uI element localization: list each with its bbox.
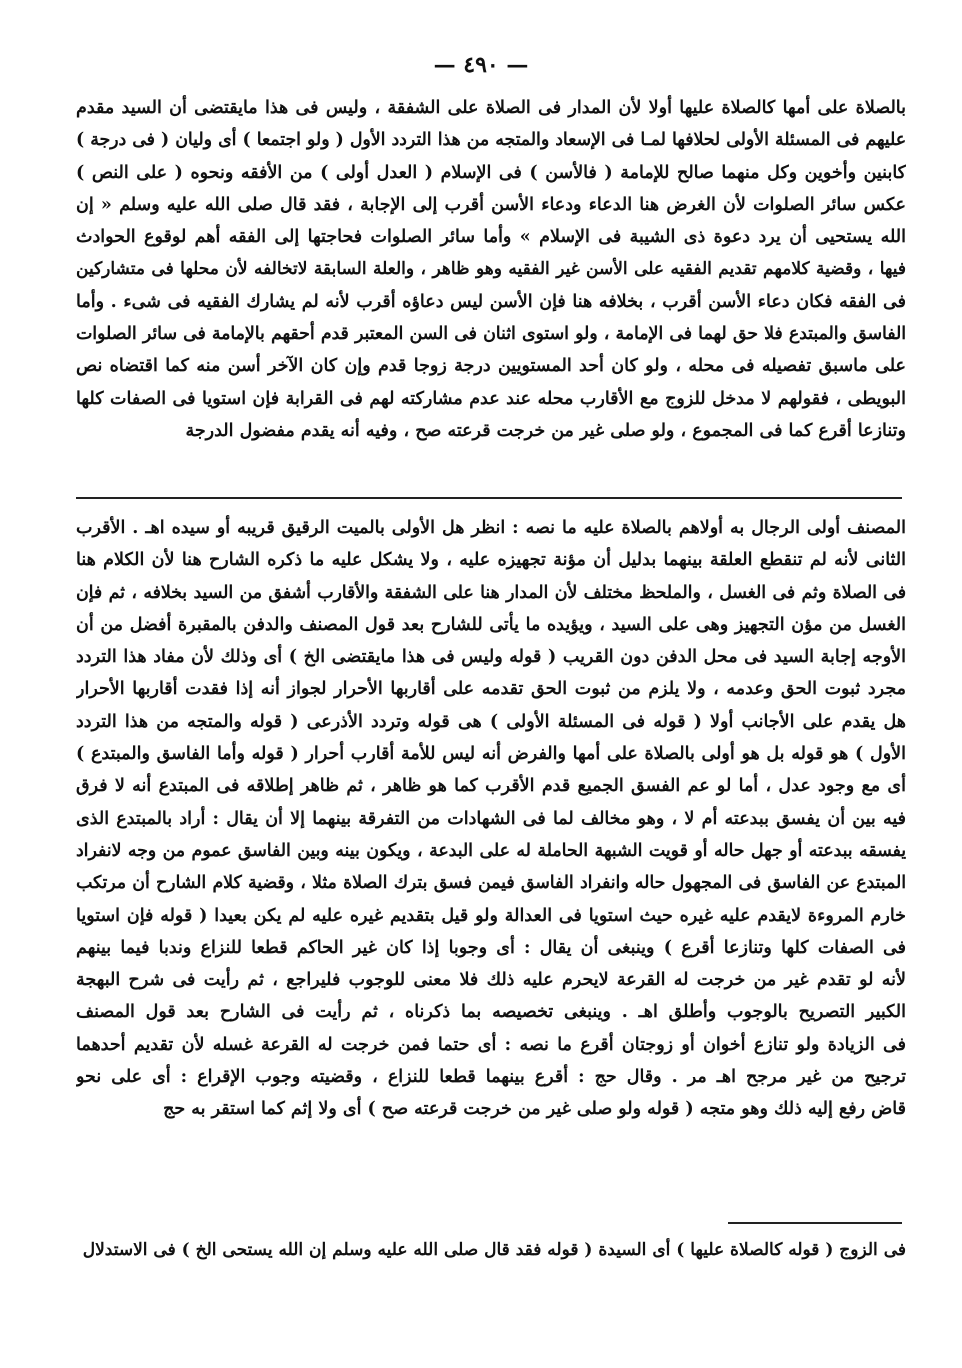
page-number: — ٤٩٠ — (433, 52, 529, 78)
commentary-line: أى مع وجود عدل ، أما لو عم الفسق الجميع قدم الأقرب كما هو ظاهر ، ثم ظاهر إطلاقه فى المبتدع أنه لا فرق (76, 776, 906, 797)
commentary-line: فى الصفات كلها وتنازعا أقرع ) وينبغى أن يقال : أى وجوبا إذا كان غير الحاكم قطعا للنزاع وندبا فيما بينهم (76, 937, 906, 958)
main-text-line: البويطى ، فقولهم لا مدخل للزوج مع الأقارب محله عند عدم مشاركته لهم فى القرابة فإن استويا فى الصفات كلها (76, 388, 906, 409)
main-text-line: فيها ، وقضية كلامهم تقديم الفقيه على الأسن غير الفقيه وهو ظاهر ، والعلة السابقة لاتخالفه لأن محلها فى متشاركين (76, 259, 906, 280)
commentary-line: الأول ) هو قوله بل هو أولى بالصلاة على أمها والفرض أنه ليس للأمة أقارب أحرار ( قوله وأما الفاسق والمبتدع ) (76, 744, 906, 765)
commentary-line: هل يقدم على الأجانب أولا ( قوله فى المسئلة الأولى ) هى قوله وتردد الأذرعى ( قوله والمتجه من هذا التردد (76, 711, 906, 732)
main-text-line: الله يستحيى أن يرد دعوة ذى الشيبة فى الإسلام » وأما سائر الصلوات فحاجتها إلى الفقه أهم لوقوع الحوادث (76, 227, 906, 248)
main-text-line: الفاسق والمبتدع فلا حق لهما فى الإمامة ، ولو استوى اثنان فى السن المعتبر قدم أحقهم بالإمامة فى سائر الصلوات (76, 324, 906, 345)
commentary-text (76, 512, 906, 1126)
main-text-line: على ماسبق تفصيله فى محله ، ولو كان أحد المستويين درجة زوجا قدم وإن كان الآخر أسن منه كما اقتضاه نص (76, 356, 906, 377)
main-text-line: عليهم فى المسئلة الأولى لحلافها لمـا فى الإسعاد والمتجه من هذا التردد الأول ( ولو اجتمعا ) أى وليان ( فى درجة ) (76, 130, 906, 151)
main-text-line: عكس سائر الصلوات لأن الغرض هنا الدعاء ودعاء الأسن أقرب إلى الإجابة ، فقد قال صلى الله عليه وسلم « إن (76, 194, 906, 215)
footer-separator-rule (728, 1222, 902, 1224)
commentary-line: فى الزيادة ولو تنازع أخوان أو زوجتان أقرع ما نصه : أى حتما فمن خرجت له القرعة غسله لأن تقديم أحدهما (76, 1034, 906, 1055)
commentary-line: قاض رفع إليه ذلك وهو متجه ( قوله ولو صلى غير من خرجت قرعته صح ) أى ولا إثم كما استقر به حج (163, 1099, 906, 1120)
commentary-line: خارم المروءة لايقدم عليه غيره حيث استويا فى العدالة ولو قيل بتقديم غيره عليه لم يكن بعيدا ( قوله فإن استويا (76, 905, 906, 926)
commentary-line: المصنف أولى الرجال به أولاهم بالصلاة عليه ما نصه : انظر هل الأولى بالميت الرقيق قريبه أو سيده اهـ . الأقرب (76, 518, 906, 538)
footer-text (76, 1234, 906, 1266)
commentary-line: يفسقه ببدعته أو جهل حاله أو قويت الشبهة الحاملة له على البدعة ، ويكون بينه وبين الفاسق عموم من وجه لانفراد (76, 840, 906, 861)
commentary-line: مجرد ثبوت الحق وعدمه ، ولا يلزم من ثبوت الحق تقدمه على أقاربها الأحرار لجواز أنه إذا فقدت أقاربها الأحرار (76, 679, 906, 700)
commentary-line: الأوجه إجابة السيد فى محل الدفن دون القريب ( قوله وليس فى هذا مايقتضى الخ ) أى وذلك لأن مفاد هذا التردد (76, 647, 906, 668)
main-text-line: وتنازعا أقرع كما فى المجموع ، ولو صلى غير من خرجت قرعته صح ، وفيه أنه يقدم مفضول الدرجة (185, 420, 906, 441)
main-text-line: فى الفقه فكان دعاء الأسن أقرب ، بخلافه هنا فإن الأسن ليس دعاؤه أقرب لأنه لم يشارك الفقيه فى شىء . وأما (76, 291, 906, 312)
commentary-line: ترجيح من غير مرجح اهـ مر . وقال حج : أقرع بينهما قطعا للنزاع ، وقضيته وجوب الإقراع : أى على نحو (76, 1067, 906, 1088)
separator-rule (76, 497, 902, 499)
commentary-line: لأنه لو تقدم غير من خرجت له القرعة لايحرم عليه ذلك فلا معنى للوجوب فليراجع ، ثم رأيت فى شرح البهجة (76, 970, 906, 991)
commentary-line: الكبير التصريح بالوجوب وأطلق اهـ . وينبغى تخصيصه بما ذكرناه ، ثم رأيت فى الشارح بعد قول المصنف (76, 1002, 906, 1023)
commentary-line: المبتدع عن الفاسق فى المجهول حاله وانفراد الفاسق فيمن فسق بترك الصلاة مثلا ، وقضية كلام الشارح أن مرتكب (76, 873, 906, 894)
main-text-line: كابنين وأخوين وكل منهما صالح للإمامة ( فالأسن ) فى الإسلام ( العدل أولى ) من الأفقه ونحوه ( على النص ) (76, 162, 906, 183)
main-text (76, 92, 906, 447)
commentary-line: الثانى لأنه لم تنقطع العلقة بينهما بدليل أن مؤنة تجهيزه عليه ، ولا يشكل عليه ما ذكره الشارح هنا لأن الكلام هنا (76, 550, 906, 571)
footer-line: فى الزوج ( قوله كالصلاة عليها ) أى السيدة ( قوله فقد قال صلى الله عليه وسلم إن الله يستحى الخ ) فى الاستدلال (82, 1240, 906, 1260)
commentary-line: فى الصلاة وثم فى الغسل ، والملحظ مختلف لأن المدار هنا على الشفقة والأقارب أشفق من السيد بخلافه ، ثم فإن (76, 582, 906, 603)
commentary-line: الغسل من مؤن التجهيز وهى على السيد ، ويؤيده ما يأتى للشارح بعد قول المصنف والدفن بالمقبرة أفضل من أن (76, 614, 906, 635)
main-text-line: بالصلاة على أمها كالصلاة عليها أولا لأن المدار فى الصلاة على الشفقة ، وليس فى هذا مايقتضى أن السيد مقدم (76, 98, 906, 118)
commentary-line: فيه بين أن يفسق ببدعته أم لا ، وهو مخالف لما فى الشهادات من التفرقة بينهما إلا أن يقال : أراد بالمبتدع الذى (76, 808, 906, 829)
